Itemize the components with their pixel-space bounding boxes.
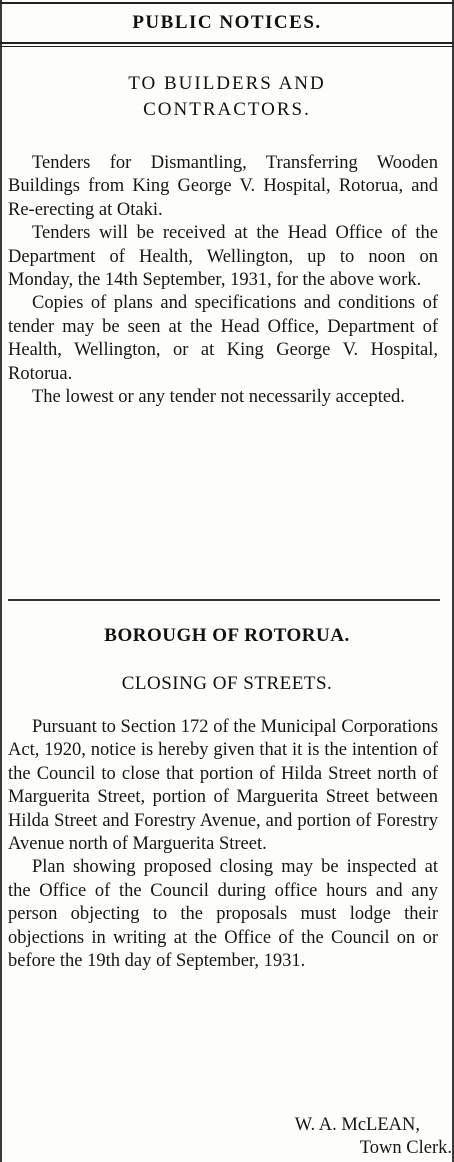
notice1-paragraph-4: The lowest or any tender not necessarily accepted. (32, 387, 405, 408)
notice1-body (8, 152, 438, 409)
masthead-rule-thin (0, 46, 454, 47)
notice1-heading-line1: TO BUILDERS AND (128, 73, 326, 94)
notice1-paragraph-1: Tenders for Dismantling, Transferring Wooden Buildings from King George V. Hospital, Rotorua, and Re-erecting at Otaki. (8, 153, 438, 220)
notice2-heading: BOROUGH OF ROTORUA. (104, 625, 350, 646)
notice1-paragraph-2: Tenders will be received at the Head Office of the Department of Health, Wellington, up to noon on Monday, the 14th September, 1931, for the above work. (8, 223, 438, 291)
top-rule (0, 2, 454, 4)
notice1-heading-line2: CONTRACTORS. (143, 99, 311, 120)
masthead-rule (0, 42, 454, 44)
signature-title: Town Clerk. (359, 1138, 452, 1158)
notice2-subheading: CLOSING OF STREETS. (121, 673, 333, 694)
notice2-paragraph-2: Plan showing proposed closing may be inspected at the Office of the Council during office hours and any person objecting to the proposals must lodge their objections in writing at the Office of the Council on or before the 19th day of September, 1931. (8, 857, 438, 972)
column-rule-left (0, 0, 2, 1162)
notice1-paragraph-3: Copies of plans and specifications and conditions of tender may be seen at the Head Office, Department of Health, Wellington, or at King George V. Hospital, Rotorua. (8, 293, 438, 384)
notice2-body (8, 716, 438, 973)
signature-name: W. A. McLEAN, (294, 1115, 420, 1135)
notice-separator-rule (8, 599, 440, 601)
section-masthead: PUBLIC NOTICES. (132, 12, 322, 33)
notice2-paragraph-1: Pursuant to Section 172 of the Municipal Corporations Act, 1920, notice is hereby given that it is the intention of the Council to close that portion of Hilda Street north of Marguerita Street, portion of Marguerita Street between Hilda Street and Forestry Avenue, and portion of Forestry Avenue north of Marguerita Street. (8, 717, 438, 855)
